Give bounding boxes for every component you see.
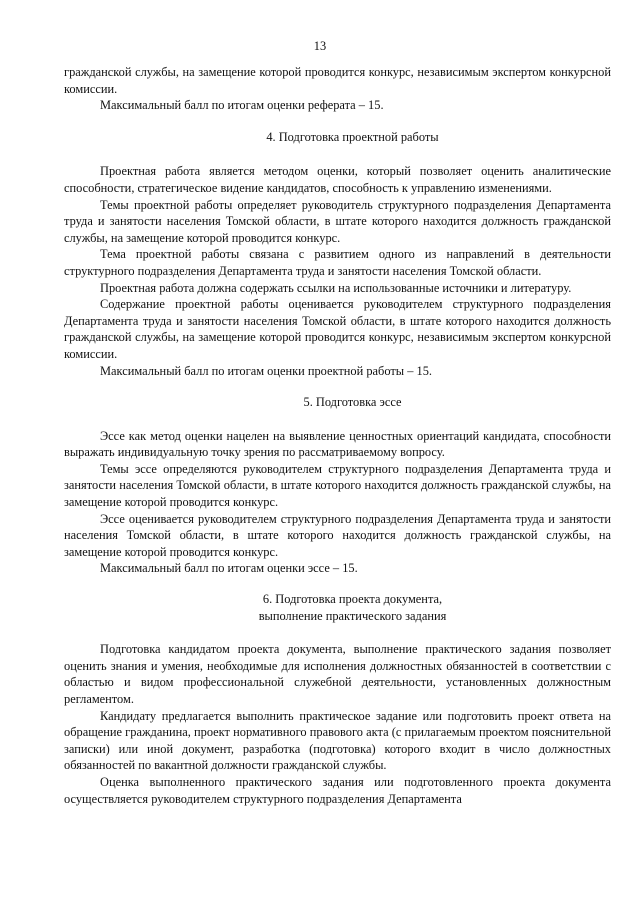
section-5-max-score: Максимальный балл по итогам оценки эссе – 15. [100,561,358,576]
section-5-title: 5. Подготовка эссе [303,395,402,410]
section-4-paragraph: Проектная работа является методом оценки, который позволяет оценить аналитические способности, стратегическое видение кандидатов, способность к управлению изменениями. [64,164,611,195]
section-6-title-line-2: выполнение практического задания [258,608,447,623]
section-4-paragraph: Содержание проектной работы оценивается руководителем структурного подразделения Департамента труда и занятости населения Томской области, в штате которого находится должность гражданской службы, на замещение которой проводится конкурс, независимым экспертом конкурсной комиссии. [64,297,611,361]
section-6-paragraph: Подготовка кандидатом проекта документа, выполнение практического задания позволяет оценить знания и умения, необходимые для исполнения должностных обязанностей в соответствии с областью и видом профессиональной служебной деятельности, установленных должностным регламентом. [64,642,611,706]
section-6-title-line-1: 6. Подготовка проекта документа, [262,592,443,607]
section-4-paragraph: Проектная работа должна содержать ссылки на использованные источники и литературу. [100,280,572,295]
section-4-max-score: Максимальный балл по итогам оценки проектной работы – 15. [100,363,432,378]
section-5-paragraph: Эссе как метод оценки нацелен на выявление ценностных ориентаций кандидата, способности выражать индивидуальную точку зрения по рассматриваемому вопросу. [64,428,611,460]
section-5-paragraph: Темы эссе определяются руководителем структурного подразделения Департамента труда и занятости населения Томской области, в штате которого находится должность гражданской службы, на замещение которой проводится конкурс. [64,461,611,510]
reference-max-score: Максимальный балл по итогам оценки реферата – 15. [100,98,384,113]
section-6-title [64,591,611,624]
section-4-paragraph: Темы проектной работы определяет руководитель структурного подразделения Департамента труда и занятости населения Томской области, в штате которого находится должность гражданской службы, на замещение которой проводится конкурс. [64,197,611,245]
section-4-paragraph: Тема проектной работы связана с развитием одного из направлений в деятельности структурного подразделения Департамента труда и занятости населения Томской области. [64,247,611,278]
continuation-paragraph: гражданской службы, на замещение которой проводится конкурс, независимым экспертом конкурсной комиссии. [64,65,611,96]
section-5-paragraph: Эссе оценивается руководителем структурного подразделения Департамента труда и занятости населения Томской области, в штате которого находится должность гражданской службы, на замещение которой проводится конкурс. [64,511,611,559]
section-6-paragraph: Оценка выполненного практического задания или подготовленного проекта документа осуществляется руководителем структурного подразделения Департамента [64,774,611,806]
page-number: 13 [313,39,327,53]
section-6-paragraph: Кандидату предлагается выполнить практическое задание или подготовить проект ответа на обращение гражданина, проект нормативного правового акта (с прилагаемым проектом пояснительной записки) или иной документ, разработка (подготовка) которого входит в число должностных обязанностей по вакантной должности гражданской службы. [64,708,611,773]
document-body [64,64,611,807]
section-4-title: 4. Подготовка проектной работы [266,129,439,144]
